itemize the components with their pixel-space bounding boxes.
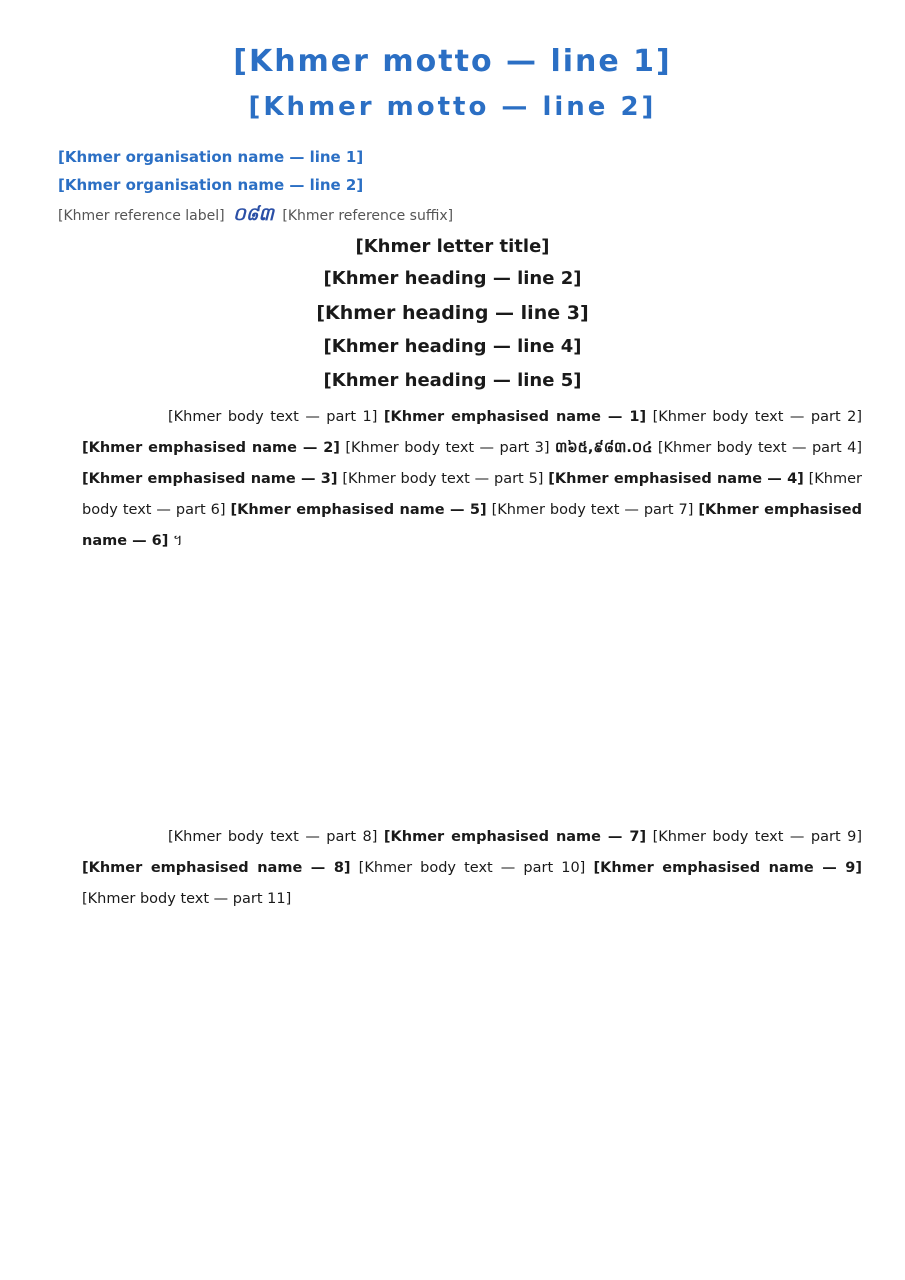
p1-amount: ៣៦៥,៩៨៣.០៤ xyxy=(555,440,653,456)
p2-highlight-2: [Khmer emphasised name — 8] xyxy=(82,860,351,876)
p1-end: ។ xyxy=(172,533,183,549)
title-line-5: [Khmer heading — line 5] xyxy=(323,370,582,391)
p1-mid-4: [Khmer body text — part 5] xyxy=(342,471,544,487)
ref-label: [Khmer reference label] xyxy=(58,208,225,224)
p1-mid-1: [Khmer body text — part 2] xyxy=(652,409,862,425)
reference-number xyxy=(58,202,453,229)
ref-suffix: [Khmer reference suffix] xyxy=(282,208,454,224)
sender-org-line1: [Khmer organisation name — line 1] xyxy=(58,148,364,166)
ref-handwritten-number: ០៨៣ xyxy=(233,204,274,225)
title-line-4: [Khmer heading — line 4] xyxy=(323,336,582,357)
sender-org-line2: [Khmer organisation name — line 2] xyxy=(58,176,364,194)
national-motto-line1: [Khmer motto — line 1] xyxy=(233,44,672,79)
p1-highlight-2: [Khmer emphasised name — 2] xyxy=(82,440,340,456)
p2-intro: [Khmer body text — part 8] xyxy=(168,829,378,845)
p1-mid-2: [Khmer body text — part 3] xyxy=(345,440,550,456)
p1-highlight-4: [Khmer emphasised name — 4] xyxy=(548,471,804,487)
body-paragraph-2 xyxy=(82,822,862,915)
title-line-3: [Khmer heading — line 3] xyxy=(316,302,589,324)
p1-rest: [Khmer body text — part 7] xyxy=(491,502,694,518)
p1-highlight-3: [Khmer emphasised name — 3] xyxy=(82,471,338,487)
title-line-2: [Khmer heading — line 2] xyxy=(323,268,582,289)
p1-highlight-5: [Khmer emphasised name — 5] xyxy=(230,502,487,518)
p2-mid-1: [Khmer body text — part 9] xyxy=(652,829,862,845)
body-paragraph-1 xyxy=(82,402,862,557)
letter-title: [Khmer letter title] xyxy=(355,236,550,257)
p1-mid-3: [Khmer body text — part 4] xyxy=(657,440,863,456)
p1-highlight-1: [Khmer emphasised name — 1] xyxy=(383,409,647,425)
p2-rest: [Khmer body text — part 11] xyxy=(82,891,292,907)
national-motto-line2: [Khmer motto — line 2] xyxy=(248,92,657,122)
p2-mid-2: [Khmer body text — part 10] xyxy=(358,860,586,876)
p2-highlight-3: [Khmer emphasised name — 9] xyxy=(593,860,863,876)
p2-highlight-1: [Khmer emphasised name — 7] xyxy=(383,829,647,845)
p1-intro: [Khmer body text — part 1] xyxy=(168,409,378,425)
p1-mid-5: [Khmer body text — part 6] xyxy=(82,471,863,518)
p1-highlight-6: [Khmer emphasised name — 6] xyxy=(82,502,862,549)
